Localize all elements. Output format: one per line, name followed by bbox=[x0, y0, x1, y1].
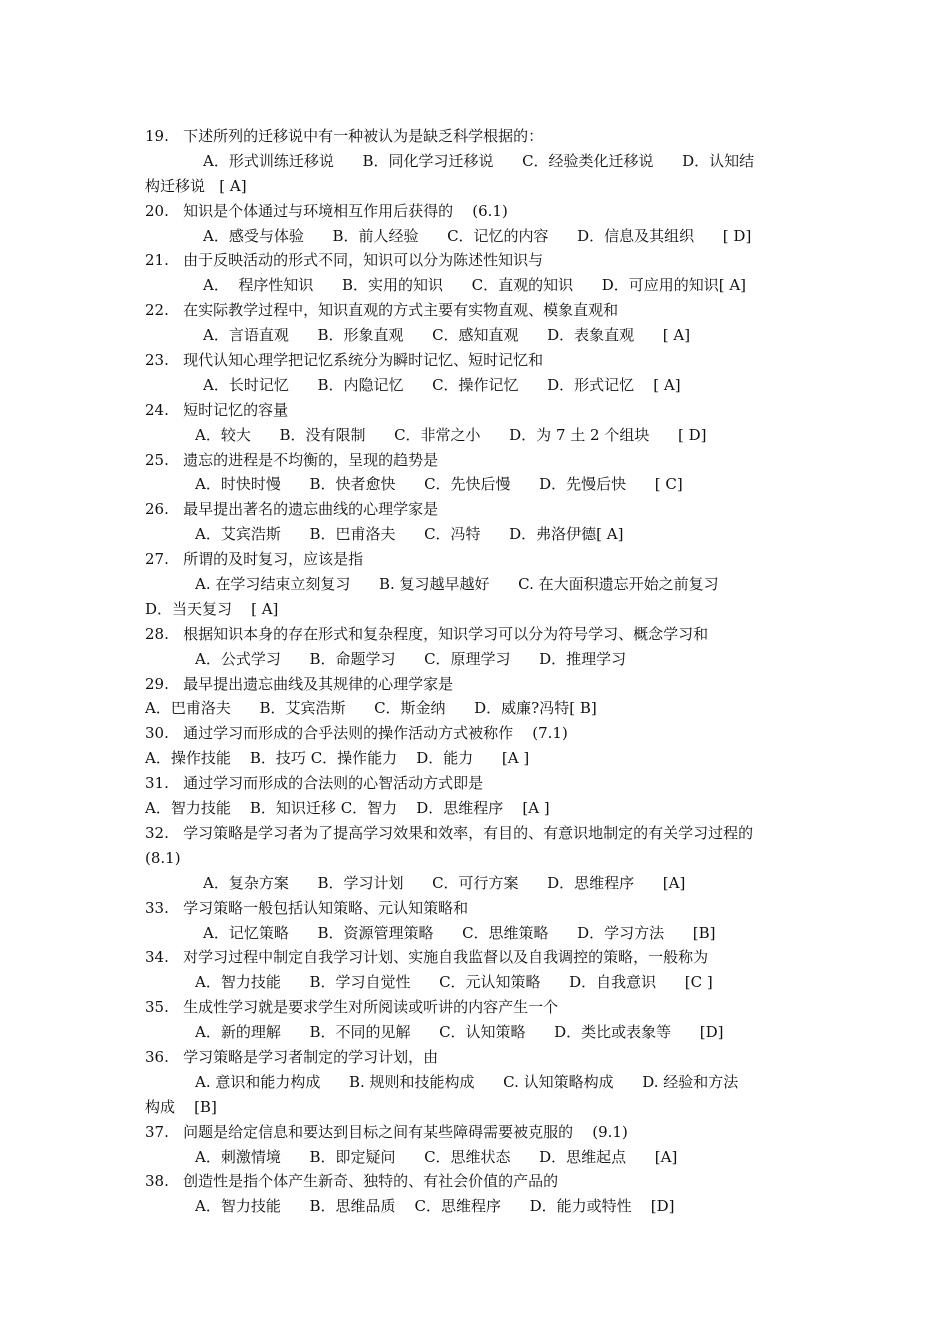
question-line: (8.1) bbox=[145, 848, 181, 867]
question-line: 21. 由于反映活动的形式不同，知识可以分为陈述性知识与 bbox=[145, 251, 544, 270]
question-line: 35. 生成性学习就是要求学生对所阅读或听讲的内容产生一个 bbox=[145, 998, 559, 1017]
answer-options-line: A. 意识和能力构成 B. 规则和技能构成 C. 认知策略构成 D. 经验和方法 bbox=[195, 1072, 739, 1091]
question-line: 34. 对学习过程中制定自我学习计划、实施自我监督以及自我调控的策略，一般称为 bbox=[145, 948, 709, 967]
answer-options-line: A．复杂方案 B．学习计划 C．可行方案 D．思维程序 [A] bbox=[203, 873, 686, 892]
question-line: 28. 根据知识本身的存在形式和复杂程度，知识学习可以分为符号学习、概念学习和 bbox=[145, 624, 709, 643]
question-line: 37. 问题是给定信息和要达到目标之间有某些障碍需要被克服的 (9.1) bbox=[145, 1122, 628, 1141]
question-line: 25. 遗忘的进程是不均衡的，呈现的趋势是 bbox=[145, 450, 439, 469]
question-line: 构成 [B] bbox=[145, 1097, 217, 1116]
answer-options-line: A．感受与体验 B．前人经验 C．记忆的内容 D．信息及其组织 [ D] bbox=[203, 226, 752, 245]
question-line: 19. 下述所列的迁移说中有一种被认为是缺乏科学根据的： bbox=[145, 127, 544, 145]
answer-options-line: A．言语直观 B．形象直观 C．感知直观 D．表象直观 [ A] bbox=[203, 326, 691, 345]
question-line: 29. 最早提出遗忘曲线及其规律的心理学家是 bbox=[145, 674, 454, 693]
question-line: 36. 学习策略是学习者制定的学习计划，由 bbox=[145, 1047, 439, 1066]
question-line: A．智力技能 B．知识迁移 C．智力 D．思维程序 [A ] bbox=[145, 799, 550, 818]
question-line: 23. 现代认知心理学把记忆系统分为瞬时记忆、短时记忆和 bbox=[145, 351, 544, 370]
question-line: 31. 通过学习而形成的合法则的心智活动方式即是 bbox=[145, 774, 484, 793]
answer-options-line: A．刺激情境 B．即定疑问 C．思维状态 D．思维起点 [A] bbox=[195, 1147, 678, 1166]
answer-options-line: A．时快时慢 B．快者愈快 C．先快后慢 D．先慢后快 [ C] bbox=[195, 475, 683, 494]
question-line: 32. 学习策略是学习者为了提高学习效果和效率，有目的、有意识地制定的有关学习过程的 bbox=[145, 823, 754, 842]
answer-options-line: A．新的理解 B．不同的见解 C．认知策略 D．类比或表象等 [D] bbox=[195, 1023, 724, 1042]
question-line: 24. 短时记忆的容量 bbox=[145, 400, 289, 419]
question-line: D．当天复习 [ A] bbox=[145, 599, 279, 618]
answer-options-line: A．智力技能 B．学习自觉性 C．元认知策略 D．自我意识 [C ] bbox=[195, 973, 713, 992]
answer-options-line: A． 程序性知识 B．实用的知识 C．直观的知识 D．可应用的知识[ A] bbox=[203, 276, 747, 295]
question-line: A．操作技能 B．技巧 C．操作能力 D．能力 [A ] bbox=[145, 749, 530, 768]
question-line: 33. 学习策略一般包括认知策略、元认知策略和 bbox=[145, 898, 469, 917]
question-line: 26. 最早提出著名的遗忘曲线的心理学家是 bbox=[145, 500, 439, 519]
answer-options-line: A．记忆策略 B．资源管理策略 C．思维策略 D．学习方法 [B] bbox=[203, 923, 716, 942]
answer-options-line: A．公式学习 B．命题学习 C．原理学习 D．推理学习 bbox=[195, 649, 627, 668]
question-line: 30. 通过学习而形成的合乎法则的操作活动方式被称作 (7.1) bbox=[145, 724, 568, 743]
document-page bbox=[145, 124, 810, 1219]
answer-options-line: A．长时记忆 B．内隐记忆 C．操作记忆 D．形式记忆 [ A] bbox=[203, 375, 681, 394]
answer-options-line: A．形式训练迁移说 B．同化学习迁移说 C．经验类化迁移说 D．认知结 bbox=[203, 151, 755, 170]
question-line: 20. 知识是个体通过与环境相互作用后获得的 (6.1) bbox=[145, 201, 508, 220]
question-line: 27. 所谓的及时复习，应该是指 bbox=[145, 550, 364, 569]
answer-options-line: A. 在学习结束立刻复习 B. 复习越早越好 C. 在大面积遗忘开始之前复习 bbox=[195, 575, 719, 594]
answer-options-line: A．较大 B．没有限制 C．非常之小 D．为 7 土 2 个组块 [ D] bbox=[195, 425, 707, 444]
question-line: A．巴甫洛夫 B．艾宾浩斯 C．斯金纳 D．威廉?冯特[ B] bbox=[145, 699, 597, 718]
question-line: 38. 创造性是指个体产生新奇、独特的、有社会价值的产品的 bbox=[145, 1172, 559, 1191]
question-line: 构迁移说 [ A] bbox=[145, 176, 247, 195]
answer-options-line: A．智力技能 B．思维品质 C．思维程序 D．能力或特性 [D] bbox=[195, 1197, 675, 1216]
question-line: 22. 在实际教学过程中，知识直观的方式主要有实物直观、模象直观和 bbox=[145, 301, 619, 320]
answer-options-line: A．艾宾浩斯 B．巴甫洛夫 C．冯特 D．弗洛伊德[ A] bbox=[195, 525, 624, 544]
